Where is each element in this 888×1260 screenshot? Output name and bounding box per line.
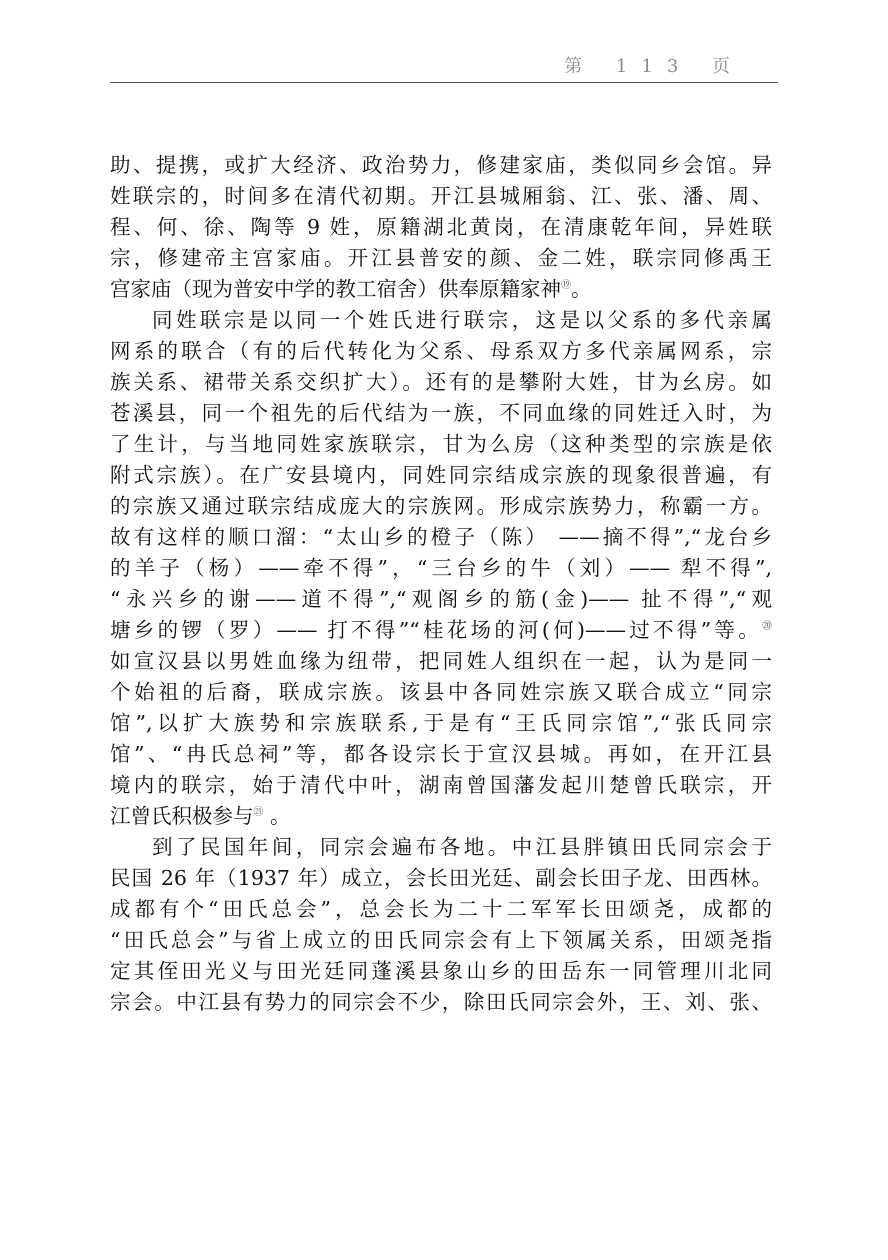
text-line: 馆”、“冉氏总祠”等，都各设宗长于宣汉县城。再如，在开江县: [110, 742, 772, 766]
text-line: 个始祖的后裔，联成宗族。该县中各同姓宗族又联合成立“同宗: [110, 680, 772, 704]
text-line: 苍溪县，同一个祖先的后代结为一族，不同血缘的同姓迁入时，为: [110, 401, 772, 425]
text-line: 宗会。中江县有势力的同宗会不少，除田氏同宗会外，王、刘、张、: [110, 990, 772, 1014]
text-segment: 江曾氏积极参与: [110, 804, 254, 828]
text-line: 的宗族又通过联宗结成庞大的宗族网。形成宗族势力，称霸一方。: [110, 494, 772, 518]
text-line: 宗，修建帝主宫家庙。开江县普安的颜、金二姓，联宗同修禹王: [110, 246, 772, 270]
text-segment: 宫家庙（现为普安中学的教工宿舍）供奉原籍家神: [110, 277, 561, 301]
page-header: [110, 52, 778, 83]
page-number: 第 113 页: [564, 56, 744, 77]
text-line: 故有这样的顺口溜：“太山乡的橙子（陈） ——摘不得”,“龙台乡: [110, 525, 772, 549]
text-line: [110, 274, 772, 305]
text-line: 助、提携，或扩大经济、政治势力，修建家庙，类似同乡会馆。异: [110, 153, 772, 177]
text-line: 境内的联宗，始于清代中叶，湖南曾国藩发起川楚曾氏联宗，开: [110, 773, 772, 797]
text-line: 的羊子（杨）——牵不得”，“三台乡的牛（刘）—— 犁不得”,: [110, 556, 772, 580]
text-line: [110, 801, 772, 832]
footnote-ref-21[interactable]: ㉑: [253, 807, 264, 819]
text-line: 族关系、裙带关系交织扩大）。还有的是攀附大姓，甘为幺房。如: [110, 370, 772, 394]
text-line: 到了民国年间，同宗会遍布各地。中江县胖镇田氏同宗会于: [152, 835, 772, 859]
body-text: [110, 150, 772, 1018]
text-segment: 塘乡的锣（罗）—— 打不得”“桂花场的河(何)——过不得”等。: [110, 618, 762, 642]
text-line: 定其侄田光义与田光廷同蓬溪县象山乡的田岳东一同管理川北同: [110, 959, 772, 983]
text-segment: 。: [263, 804, 291, 828]
text-line: “永兴乡的谢——道不得”,“观阁乡的筋(金)—— 扯不得”,“观: [110, 587, 772, 611]
text-line: 程、何、徐、陶等 9 姓，原籍湖北黄岗，在清康乾年间，异姓联: [110, 215, 772, 239]
text-line: 附式宗族）。在广安县境内，同姓同宗结成宗族的现象很普遍，有: [110, 463, 772, 487]
text-line: [110, 615, 772, 646]
footnote-ref-19[interactable]: ⑲: [561, 280, 571, 292]
text-line: 了生计，与当地同姓家族联宗，甘为么房（这种类型的宗族是依: [110, 432, 772, 456]
text-line: 成都有个“田氏总会”，总会长为二十二军军长田颂尧，成都的: [110, 897, 772, 921]
text-line: 馆”,以扩大族势和宗族联系,于是有“王氏同宗馆”,“张氏同宗: [110, 711, 772, 735]
footnote-ref-20[interactable]: ⑳: [762, 621, 772, 633]
text-segment: 。: [571, 277, 592, 301]
text-line: “田氏总会”与省上成立的田氏同宗会有上下领属关系，田颂尧指: [110, 928, 772, 952]
text-line: 网系的联合（有的后代转化为父系、母系双方多代亲属网系，宗: [110, 339, 772, 363]
text-line: 同姓联宗是以同一个姓氏进行联宗，这是以父系的多代亲属: [152, 308, 772, 332]
text-line: 姓联宗的，时间多在清代初期。开江县城厢翁、江、张、潘、周、: [110, 184, 772, 208]
text-line: 如宣汉县以男姓血缘为纽带，把同姓人组织在一起，认为是同一: [110, 649, 772, 673]
text-line: 民国 26 年（1937 年）成立，会长田光廷、副会长田子龙、田西林。: [110, 866, 772, 890]
